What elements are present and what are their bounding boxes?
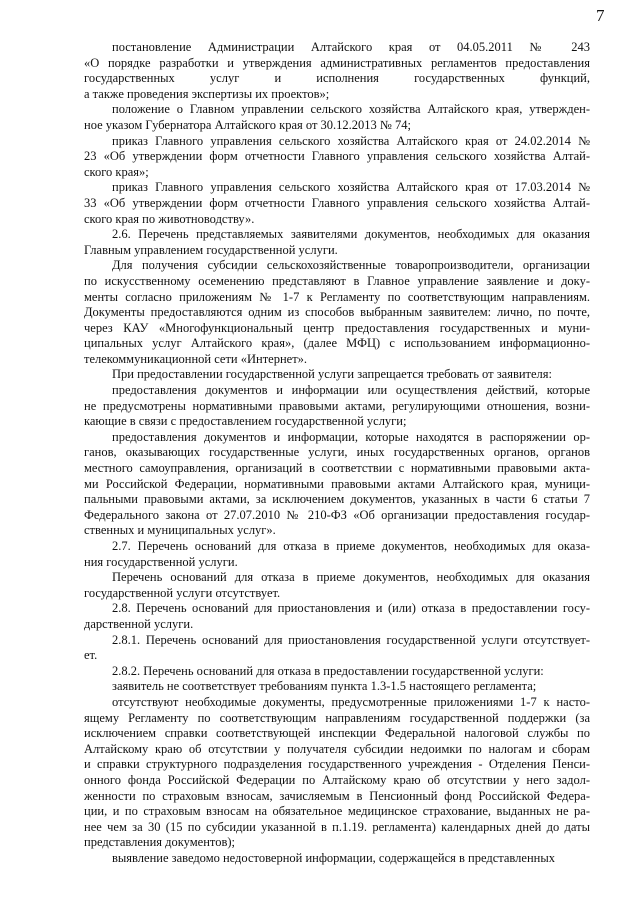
text-line: ганов, оказывающих государственные услуги, иных государственных органов, органов [84,445,590,460]
text-line: приказ Главного управления сельского хозяйства Алтайского края от 24.02.2014 № [112,133,590,148]
text-line: и справки структурного подразделения государственного учреждения - Отделения Пенси- [84,757,590,772]
text-line: не предусмотрены нормативными правовыми актами, регулирующими отношения, возни- [84,398,590,413]
text-line: приказ Главного управления сельского хозяйства Алтайского края от 17.03.2014 № [112,180,590,195]
text-line: через КАУ «Многофункциональный центр предоставления государственных и муни- [84,320,590,335]
text-line: Перечень оснований для отказа в приеме документов, необходимых для оказания [112,570,590,585]
text-line: заявитель не соответствует требованиям пункта 1.3-1.5 настоящего регламента; [112,679,537,694]
text-line: ящему Регламенту по соответствующим направлениям государственной поддержки (за [84,710,590,725]
text-line: 33 «Об утверждении форм отчетности Главного управления сельского хозяйства Алтай- [84,195,590,210]
paragraph-p1 [84,40,590,102]
paragraph-p14 [84,664,590,680]
text-line: 23 «Об утверждении форм отчетности Главного управления сельского хозяйства Алтай- [84,149,590,164]
paragraph-p5 [84,227,590,258]
text-line: онного фонда Российской Федерации по Алтайскому краю об отсутствии у него задол- [84,772,590,787]
text-line: 2.8.1. Перечень оснований для приостановления государственной услуги отсутствует- [112,632,590,647]
text-line: государственных услуг и исполнения государственных функций, [84,71,590,86]
paragraph-p17 [84,851,590,867]
text-line: менты согласно приложениям № 1-7 к Регламенту по соответствующим направлениям. [84,289,590,304]
paragraph-p10 [84,539,590,570]
text-line: 2.7. Перечень оснований для отказа в приеме документов, необходимых для оказа- [112,539,590,553]
paragraph-p12 [84,601,590,632]
text-line: а также проведения экспертизы их проектов»; [84,86,330,101]
text-line: ми Российской Федерации, нормативными правовыми актами Алтайского края, муници- [84,476,590,491]
text-line: предоставления документов и информации или осуществления действий, которые [112,383,590,398]
text-line: Федерального закона от 27.07.2010 № 210-ФЗ «Об организации предоставления государ- [84,507,590,522]
text-line: местного самоуправления, организаций в соответствии с нормативными правовыми акта- [84,461,590,476]
paragraph-p7 [84,367,590,383]
text-line: ского края по животноводству». [84,211,255,226]
text-line: ского края»; [84,164,149,179]
text-line: Главным управлением государственной услуги. [84,242,338,257]
text-line: по искусственному осеменению представляют в Главное управление заявление и доку- [84,273,590,288]
text-line: ет. [84,648,98,663]
text-line: 2.8. Перечень оснований для приостановления и (или) отказа в предоставлении госу- [112,601,590,616]
text-line: телекоммуникационной сети «Интернет». [84,351,308,366]
text-line: постановление Администрации Алтайского края от 04.05.2011 № 243 [112,40,590,54]
paragraph-p13 [84,633,590,664]
text-line: представления документов); [84,835,235,850]
paragraph-p3 [84,134,590,181]
text-line: ципальных услуг Алтайского края», (далее МФЦ) с использованием информационно- [84,336,590,351]
text-line: женности по страховым взносам, зачисляемым в Пенсионный фонд Российской Федера- [84,788,590,803]
paragraph-p4 [84,180,590,227]
text-line: «О порядке разработки и утверждения административных регламентов предоставления [84,55,590,70]
text-line: выявление заведомо недостоверной информации, содержащейся в представленных [112,850,555,865]
text-line: Документы предоставляются одним из способов выбранным заявителем: лично, по почте, [84,305,590,320]
document-body [84,40,590,866]
paragraph-p2 [84,102,590,133]
paragraph-p8 [84,383,590,430]
text-line: отсутствуют необходимые документы, предусмотренные приложениями 1-7 к насто- [112,694,590,709]
text-line: 2.8.2. Перечень оснований для отказа в предоставлении государственной услуги: [112,663,544,678]
text-line: ния государственной услуги. [84,554,238,569]
paragraph-p9 [84,430,590,539]
page-number: 7 [596,6,605,25]
paragraph-p6 [84,258,590,367]
text-line: нее чем за 30 (15 по субсидии указанной в п.1.19. регламента) календарных дней до даты [84,819,590,834]
text-line: положение о Главном управлении сельского хозяйства Алтайского края, утвержден- [112,102,590,117]
text-line: кающие в связи с предоставлением государственной услуги; [84,414,407,429]
text-line: Для получения субсидии сельскохозяйственные товаропроизводители, организации [112,258,590,273]
text-line: пальными правовыми актами, за исключением документов, указанных в части 6 статьи 7 [84,492,590,507]
text-line: ции, и по страховым взносам на обязательное медицинское страхование, выданных не ра- [84,804,590,819]
paragraph-p15 [84,679,590,695]
text-line: дарственной услуги. [84,616,194,631]
paragraph-p11 [84,570,590,601]
paragraph-p16 [84,695,590,851]
text-line: государственной услуги отсутствует. [84,585,281,600]
text-line: 2.6. Перечень представляемых заявителями документов, необходимых для оказания [112,227,590,242]
text-line: Алтайскому краю об отсутствии у получателя субсидии недоимки по налогам и сборам [84,741,590,756]
text-line: исключением справки соответствующей инспекции Федеральной налоговой службы по [84,726,590,741]
text-line: ное указом Губернатора Алтайского края от 30.12.2013 № 74; [84,117,411,132]
text-line: При предоставлении государственной услуги запрещается требовать от заявителя: [112,367,553,382]
text-line: предоставления документов и информации, которые находятся в распоряжении ор- [112,429,590,444]
text-line: ственных и муниципальных услуг». [84,523,276,538]
